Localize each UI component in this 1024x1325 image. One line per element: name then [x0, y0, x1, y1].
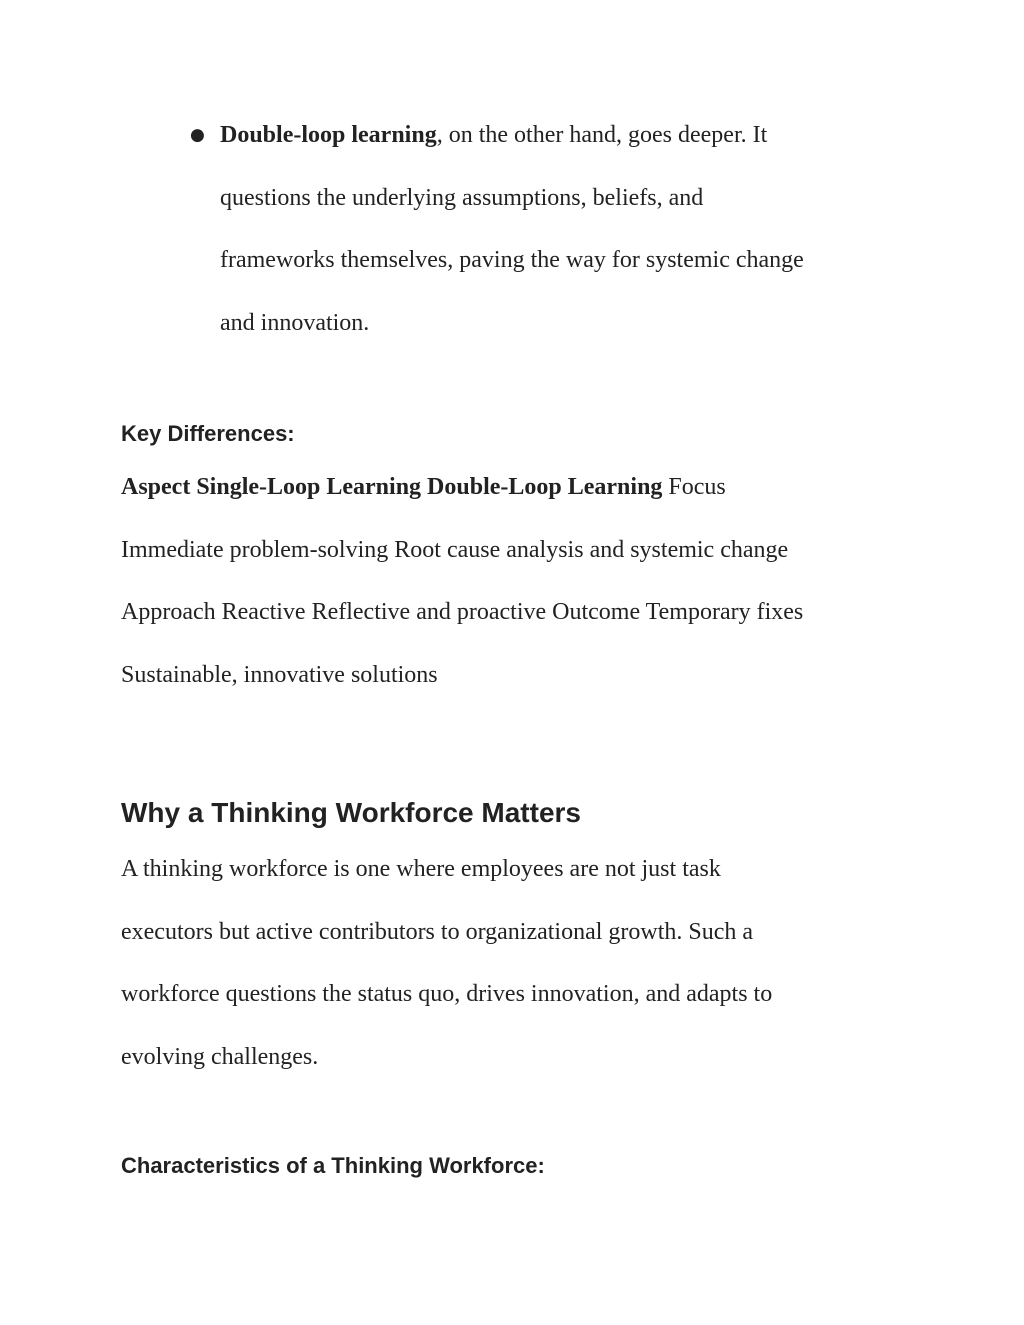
section-heading: Why a Thinking Workforce Matters: [121, 797, 581, 828]
table-header-double-loop: Double-Loop Learning: [427, 474, 663, 500]
bullet-line: frameworks themselves, paving the way for systemic change: [220, 247, 804, 273]
bullet-line: and innovation.: [220, 309, 370, 336]
table-text-line: Sustainable, innovative solutions: [121, 661, 438, 688]
table-cell-focus: Focus: [668, 474, 726, 500]
table-header-line: [121, 456, 921, 519]
bullet-text: , on the other hand, goes deeper. It: [436, 122, 768, 148]
bullet-line: questions the underlying assumptions, beliefs, and: [220, 184, 704, 211]
paragraph-line: executors but active contributors to organizational growth. Such a: [121, 918, 754, 945]
table-text-line: Immediate problem-solving Root cause analysis and systemic change: [121, 536, 789, 563]
paragraph-line: evolving challenges.: [121, 1043, 319, 1070]
paragraph-line: workforce questions the status quo, drives innovation, and adapts to: [121, 981, 773, 1007]
table-text-line: Approach Reactive Reflective and proactive Outcome Temporary fixes: [121, 599, 804, 625]
bullet-term: Double-loop learning: [220, 122, 437, 148]
bullet-point-icon: ●: [190, 125, 205, 145]
table-header-single-loop: Single-Loop Learning: [196, 474, 422, 500]
table-header-aspect: Aspect: [121, 474, 191, 500]
paragraph-line: A thinking workforce is one where employees are not just task: [121, 856, 721, 882]
differences-table-text: [121, 456, 921, 706]
characteristics-heading: Characteristics of a Thinking Workforce:: [121, 1153, 545, 1178]
double-loop-bullet: [220, 104, 920, 354]
section-paragraph: [121, 838, 921, 1088]
key-differences-heading: Key Differences:: [121, 421, 295, 446]
bullet-line: [220, 104, 920, 167]
